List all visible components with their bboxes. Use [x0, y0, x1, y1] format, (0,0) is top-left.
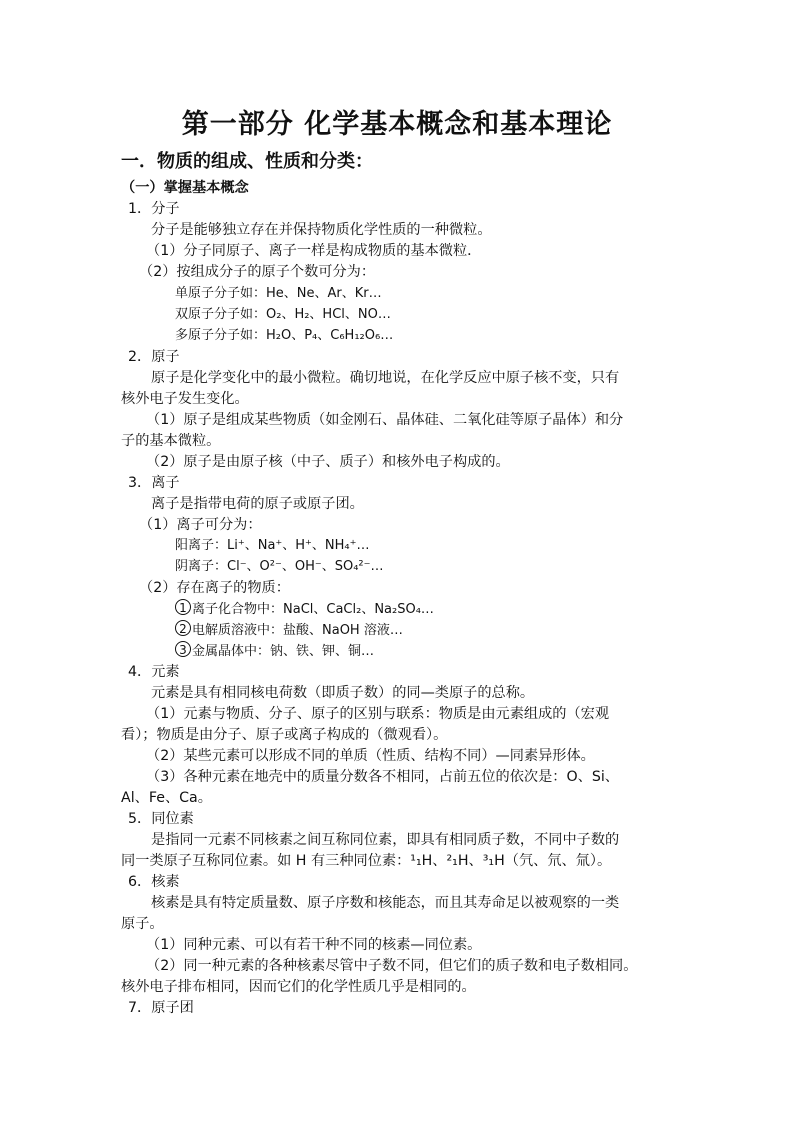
atom-point-2: （2）原子是由原子核（中子、质子）和核外电子构成的。 — [146, 454, 510, 470]
cation-examples: 阳离子：Li⁺、Na⁺、H⁺、NH₄⁺… — [175, 538, 370, 553]
item-heading-atomic-group: 7．原子团 — [128, 1000, 194, 1016]
item-heading-molecule: 1．分子 — [128, 201, 180, 217]
ion-substance-2 — [175, 620, 403, 641]
element-definition: 元素是具有相同核电荷数（即质子数）的同—类原子的总称。 — [151, 685, 535, 701]
item-heading-nuclide: 6．核素 — [128, 874, 180, 890]
item-heading-atom: 2．原子 — [128, 349, 180, 365]
item-heading-element: 4．元素 — [128, 664, 180, 680]
nuclide-definition-line2: 原子。 — [121, 916, 164, 932]
ion-point-2: （2）存在离子的物质： — [139, 580, 290, 596]
ion-substance-3-text: 金属晶体中：钠、铁、钾、铜… — [192, 644, 375, 659]
ion-substance-1-text: 离子化合物中：NaCl、CaCl₂、Na₂SO₄… — [192, 602, 434, 617]
nuclide-definition-line1: 核素是具有特定质量数、原子序数和核能态，而且其寿命足以被观察的一类 — [151, 895, 620, 911]
element-point-3-line2: Al、Fe、Ca。 — [121, 790, 212, 806]
circled-number-2: 2 — [175, 620, 191, 636]
anion-examples: 阴离子：Cl⁻、O²⁻、OH⁻、SO₄²⁻… — [175, 559, 384, 574]
isotope-definition-line1: 是指同一元素不同核素之间互称同位素，即具有相同质子数，不同中子数的 — [151, 832, 620, 848]
subsection-heading: （一）掌握基本概念 — [121, 180, 249, 196]
element-point-3-line1: （3）各种元素在地壳中的质量分数各不相同，占前五位的依次是：O、Si、 — [146, 769, 619, 785]
ion-substance-2-text: 电解质溶液中：盐酸、NaOH 溶液… — [192, 623, 403, 638]
nuclide-point-2-line2: 核外电子排布相同，因而它们的化学性质几乎是相同的。 — [121, 979, 476, 995]
molecule-point-1: （1）分子同原子、离子一样是构成物质的基本微粒． — [146, 243, 482, 259]
isotope-definition-line2: 同一类原子互称同位素。如 H 有三种同位素：¹₁H、²₁H、³₁H（氕、氘、氚）。 — [121, 853, 612, 869]
molecule-point-2: （2）按组成分子的原子个数可分为： — [139, 264, 376, 280]
ion-point-1: （1）离子可分为： — [139, 517, 262, 533]
circled-number-1: 1 — [175, 599, 191, 615]
atom-point-1-line1: （1）原子是组成某些物质（如金刚石、晶体硅、二氧化硅等原子晶体）和分 — [146, 412, 624, 428]
section-heading: 一．物质的组成、性质和分类： — [121, 151, 373, 172]
molecule-definition: 分子是能够独立存在并保持物质化学性质的一种微粒。 — [151, 222, 492, 238]
item-heading-isotope: 5．同位素 — [128, 811, 194, 827]
polyatomic-examples: 多原子分子如：H₂O、P₄、C₆H₁₂O₆… — [175, 328, 394, 343]
diatomic-examples: 双原子分子如：O₂、H₂、HCl、NO… — [175, 307, 391, 322]
element-point-1-line2: 看）；物质是由分子、原子或离子构成的（微观看）。 — [121, 727, 448, 743]
ion-definition: 离子是指带电荷的原子或原子团。 — [151, 496, 364, 512]
atom-definition-line1: 原子是化学变化中的最小微粒。确切地说，在化学反应中原子核不变，只有 — [151, 370, 620, 386]
item-heading-ion: 3．离子 — [128, 475, 180, 491]
element-point-1-line1: （1）元素与物质、分子、原子的区别与联系：物质是由元素组成的（宏观 — [146, 706, 610, 722]
monoatomic-examples: 单原子分子如：He、Ne、Ar、Kr… — [175, 286, 382, 301]
nuclide-point-2-line1: （2）同一种元素的各种核素尽管中子数不同，但它们的质子数和电子数相同。 — [146, 958, 638, 974]
ion-substance-3 — [175, 641, 374, 662]
page-title: 第一部分 化学基本概念和基本理论 — [181, 109, 613, 140]
atom-definition-line2: 核外电子发生变化。 — [121, 391, 249, 407]
circled-number-3: 3 — [175, 641, 191, 657]
nuclide-point-1: （1）同种元素、可以有若干种不同的核素—同位素。 — [146, 937, 482, 953]
element-point-2: （2）某些元素可以形成不同的单质（性质、结构不同）—同素异形体。 — [146, 748, 595, 764]
atom-point-1-line2: 子的基本微粒。 — [121, 433, 221, 449]
ion-substance-1 — [175, 599, 434, 620]
